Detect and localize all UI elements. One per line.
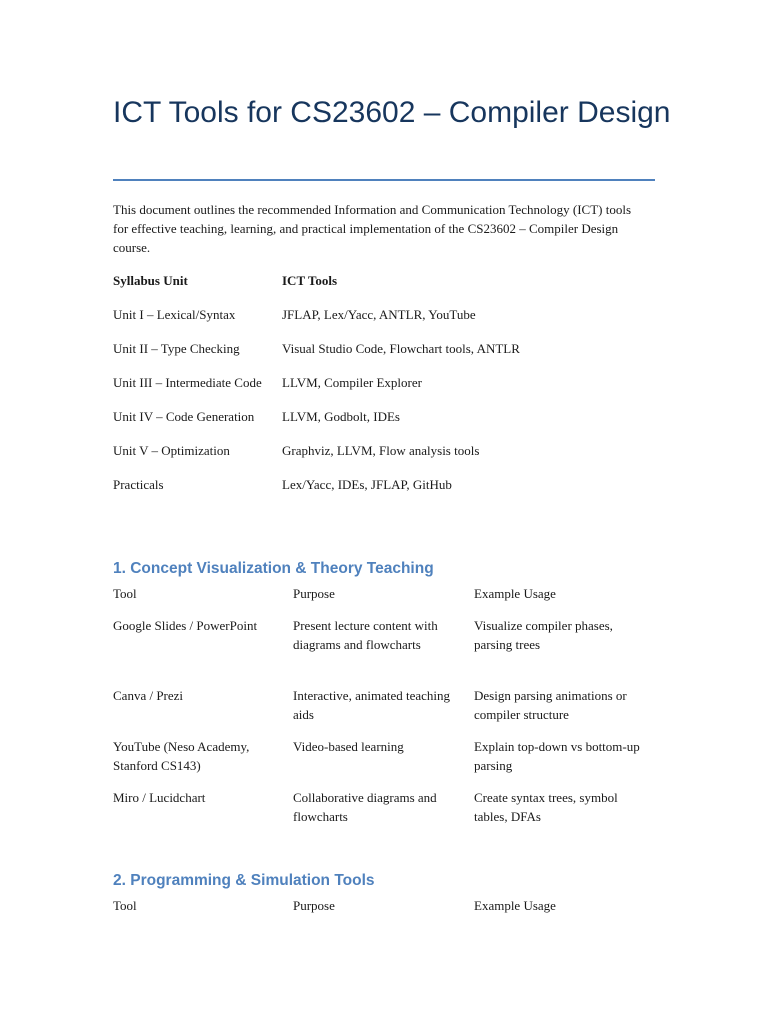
section2-heading: 2. Programming & Simulation Tools: [113, 872, 375, 889]
example-cell: Visualize compiler phases, parsing trees: [474, 618, 613, 652]
example-cell: Design parsing animations or compiler structure: [474, 688, 627, 722]
header-tool: Tool: [113, 586, 137, 601]
table-row: [113, 374, 673, 408]
section2-table: [113, 896, 673, 928]
tool-cell: Canva / Prezi: [113, 688, 184, 703]
syllabus-unit-cell: Unit IV – Code Generation: [113, 409, 255, 424]
header-purpose: Purpose: [293, 898, 335, 913]
intro-paragraph: This document outlines the recommended Information and Communication Technology (ICT) tools for effective teaching, learning, and practical implementation of the CS23602 – Compiler Design course.: [113, 202, 632, 255]
syllabus-header-tools: ICT Tools: [282, 273, 338, 288]
section2-header-row: [113, 896, 673, 928]
example-cell: Create syntax trees, symbol tables, DFAs: [474, 790, 618, 824]
table-row: [113, 408, 673, 442]
purpose-cell: Present lecture content with diagrams and flowcharts: [293, 618, 438, 652]
table-row: [113, 340, 673, 374]
table-row: [113, 476, 673, 510]
syllabus-tools-cell: JFLAP, Lex/Yacc, ANTLR, YouTube: [282, 307, 476, 322]
purpose-cell: Collaborative diagrams and flowcharts: [293, 790, 437, 824]
syllabus-tools-cell: Lex/Yacc, IDEs, JFLAP, GitHub: [282, 477, 452, 492]
document-title: ICT Tools for CS23602 – Compiler Design: [113, 96, 671, 129]
syllabus-tools-cell: LLVM, Compiler Explorer: [282, 375, 422, 390]
purpose-cell: Video-based learning: [293, 739, 404, 754]
section1-heading: 1. Concept Visualization & Theory Teaching: [113, 560, 434, 577]
header-purpose: Purpose: [293, 586, 335, 601]
syllabus-unit-cell: Practicals: [113, 477, 164, 492]
syllabus-tools-cell: Graphviz, LLVM, Flow analysis tools: [282, 443, 480, 458]
header-example-usage: Example Usage: [474, 898, 556, 913]
section1-header-row: [113, 584, 673, 616]
header-example-usage: Example Usage: [474, 586, 556, 601]
header-tool: Tool: [113, 898, 137, 913]
tool-cell: Google Slides / PowerPoint: [113, 618, 258, 633]
table-row: [113, 306, 673, 340]
tool-cell: YouTube (Neso Academy, Stanford CS143): [113, 739, 250, 773]
table-row: [113, 788, 673, 839]
syllabus-header-unit: Syllabus Unit: [113, 273, 188, 288]
title-underline: [113, 179, 655, 181]
syllabus-tools-cell: LLVM, Godbolt, IDEs: [282, 409, 400, 424]
syllabus-unit-cell: Unit III – Intermediate Code: [113, 375, 262, 390]
tool-cell: Miro / Lucidchart: [113, 790, 206, 805]
table-row: [113, 616, 673, 686]
syllabus-unit-cell: Unit I – Lexical/Syntax: [113, 307, 236, 322]
table-row: [113, 442, 673, 476]
syllabus-header-row: [113, 272, 673, 306]
syllabus-unit-cell: Unit V – Optimization: [113, 443, 230, 458]
syllabus-table: [113, 272, 673, 510]
syllabus-unit-cell: Unit II – Type Checking: [113, 341, 240, 356]
table-row: [113, 737, 673, 788]
example-cell: Explain top-down vs bottom-up parsing: [474, 739, 640, 773]
syllabus-tools-cell: Visual Studio Code, Flowchart tools, ANTLR: [282, 341, 520, 356]
section1-table: [113, 584, 673, 839]
table-row: [113, 686, 673, 737]
purpose-cell: Interactive, animated teaching aids: [293, 688, 451, 722]
